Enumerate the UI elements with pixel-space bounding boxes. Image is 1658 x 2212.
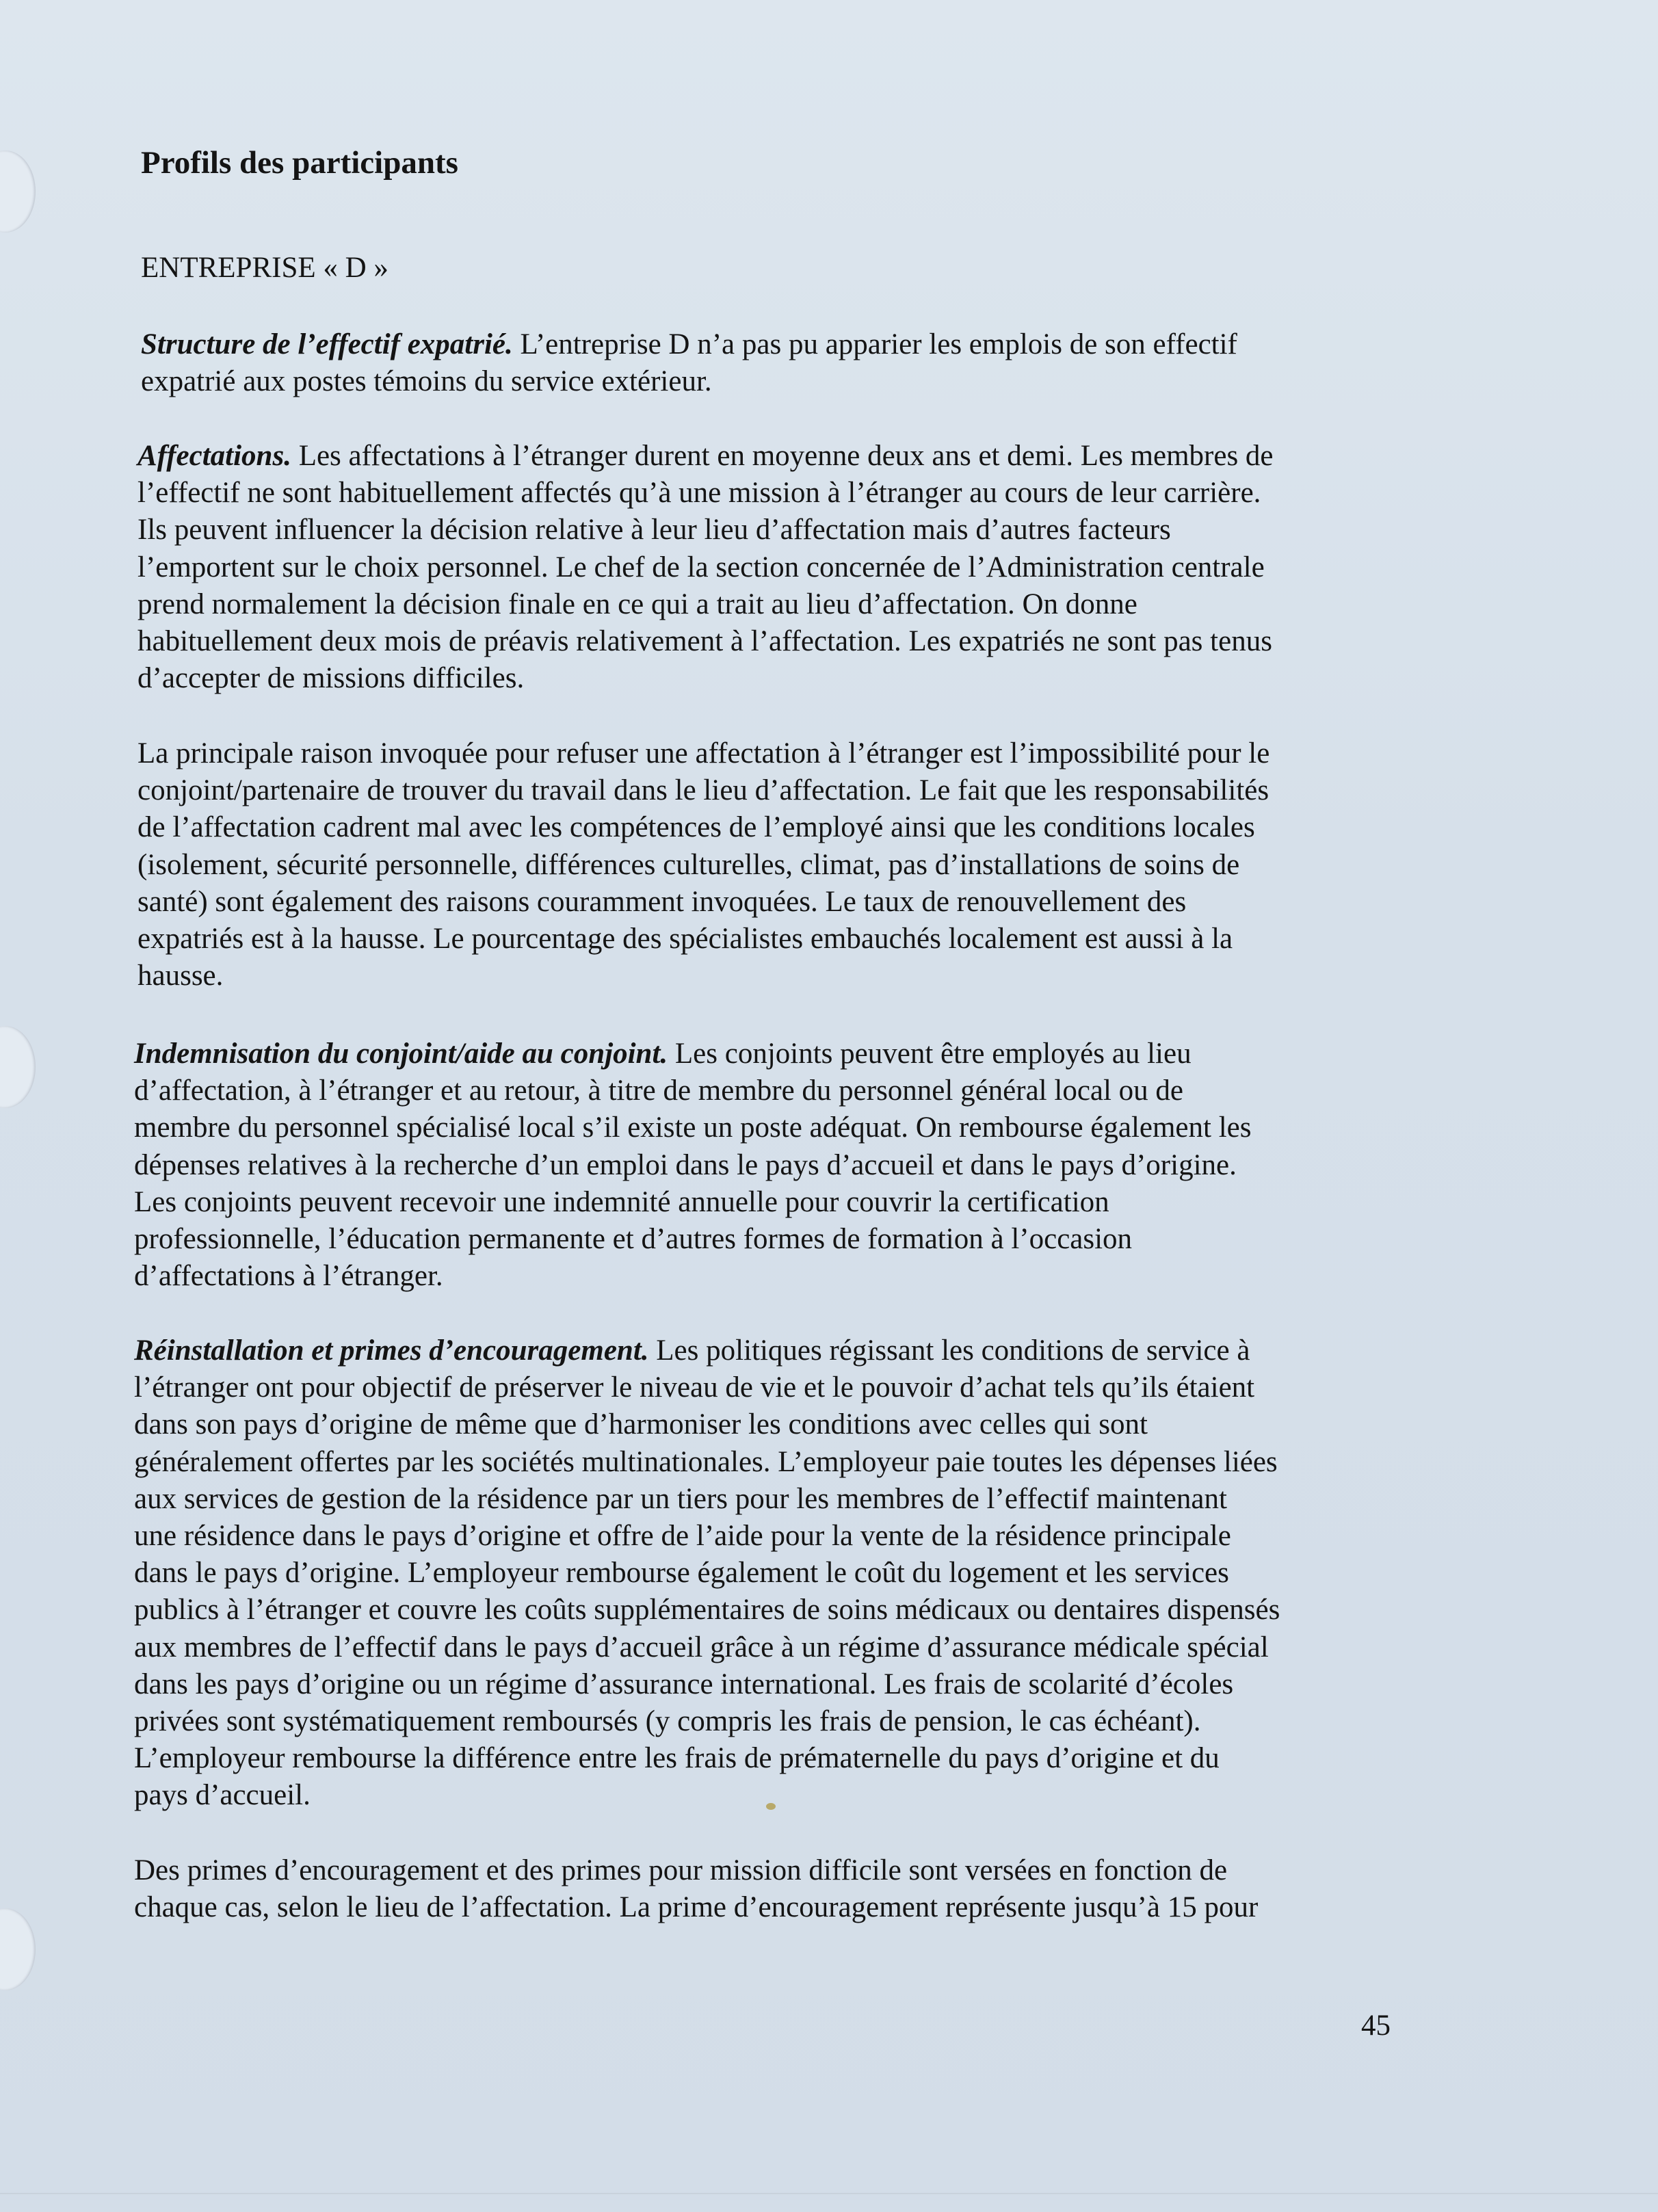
paragraph-text: La principale raison invoquée pour refuser une affectation à l’étranger est l’impossibilité pour le conjoint/partenaire de trouver du travail dans le lieu d’affectation. Le fait que les responsabilités de l’affectation cadrent mal avec les compétences de l’employé ainsi que les conditions locales (isolement, sécurité personnelle, différences culturelles, climat, pas d’installations de soins de santé) sont également des raisons couramment invoquées. Le taux de renouvellement des expatriés est à la hausse. Le pourcentage des spécialistes embauchés localement est aussi à la hausse. — [137, 737, 1270, 992]
punch-hole-top — [0, 150, 36, 233]
paragraph-heading: Affectations. — [137, 440, 291, 472]
paragraph-text: Les affectations à l’étranger durent en moyenne deux ans et demi. Les membres de l’effectif ne sont habituellement affectés qu’à une mission à l’étranger au cours de leur carrière. Ils peuvent influencer la décision relative à leur lieu d’affectation mais d’autres facteurs l’emportent sur le choix personnel. Le chef de la section concernée de l’Administration centrale prend normalement la décision finale en ce qui a trait au lieu d’affectation. On donne habituellement deux mois de préavis relativement à l’affectation. Les expatriés ne sont pas tenus d’accepter de missions difficiles. — [137, 440, 1274, 695]
paragraph-affectations — [137, 438, 1274, 697]
scan-speck — [766, 1803, 776, 1810]
paragraph-text: Les politiques régissant les conditions de service à l’étranger ont pour objectif de préserver le niveau de vie et le pouvoir d’achat tels qu’ils étaient dans son pays d’origine de même que d’harmoniser les conditions avec celles qui sont généralement offertes par les sociétés multinationales. L’employeur paie toutes les dépenses liées aux services de gestion de la résidence par un tiers pour les membres de l’effectif maintenant une résidence dans le pays d’origine et offre de l’aide pour la vente de la résidence principale dans le pays d’origine. L’employeur rembourse également le coût du logement et les services publics à l’étranger et couvre les coûts supplémentaires de soins médicaux ou dentaires dispensés aux membres de l’effectif dans le pays d’accueil grâce à un régime d’assurance médicale spécial dans les pays d’origine ou un régime d’assurance international. Les frais de scolarité d’écoles privées sont systématiquement remboursés (y compris les frais de pension, le cas échéant). L’employeur rembourse la différence entre les frais de prématernelle du pays d’origine et du pays d’accueil. — [134, 1334, 1280, 1812]
paragraph-spouse-compensation — [134, 1036, 1251, 1295]
company-heading: ENTREPRISE « D » — [141, 252, 389, 284]
paragraph-refusal-reasons — [137, 735, 1269, 995]
paragraph-incentive-premiums — [134, 1852, 1258, 1926]
paragraph-heading: Réinstallation et primes d’encouragement. — [134, 1334, 649, 1367]
paragraph-structure — [141, 326, 1237, 400]
punch-hole-middle — [0, 1026, 36, 1108]
paragraph-relocation — [134, 1332, 1280, 1815]
paragraph-text: Des primes d’encouragement et des primes pour mission difficile sont versées en fonction de chaque cas, selon le lieu de l’affectation. La prime d’encouragement représente jusqu’à 15 pour — [134, 1854, 1259, 1924]
paragraph-text: Les conjoints peuvent être employés au lieu d’affectation, à l’étranger et au retour, à titre de membre du personnel général local ou de membre du personnel spécialisé local s’il existe un poste adéquat. On rembourse également les dépenses relatives à la recherche d’un emploi dans le pays d’accueil et dans le pays d’origine. Les conjoints peuvent recevoir une indemnité annuelle pour couvrir la certification professionnelle, l’éducation permanente et d’autres formes de formation à l’occasion d’affectations à l’étranger. — [134, 1038, 1252, 1293]
punch-hole-bottom — [0, 1908, 36, 1990]
paragraph-text: L’entreprise D n’a pas pu apparier les emplois de son effectif expatrié aux postes témoins du service extérieur. — [141, 328, 1237, 398]
page-number: 45 — [1361, 2010, 1391, 2042]
scan-edge-line — [0, 2193, 1658, 2194]
paragraph-heading: Indemnisation du conjoint/aide au conjoint. — [134, 1038, 668, 1070]
page-title: Profils des participants — [141, 145, 458, 181]
paragraph-heading: Structure de l’effectif expatrié. — [141, 328, 513, 360]
